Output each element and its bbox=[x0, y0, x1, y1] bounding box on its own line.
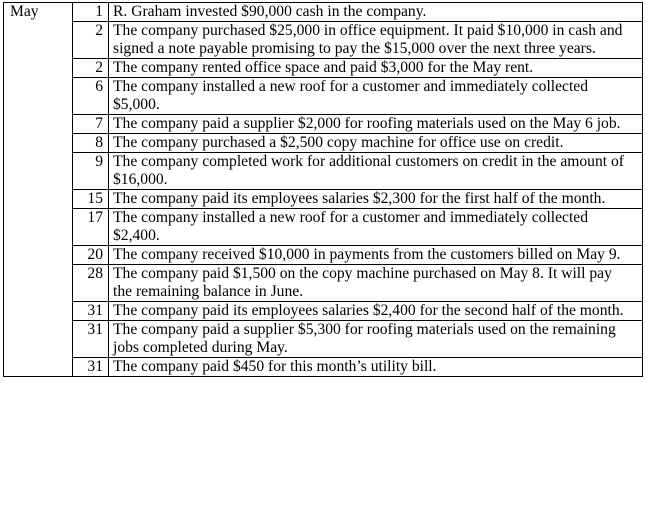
day-cell: 20 bbox=[73, 246, 109, 265]
day-cell: 1 bbox=[73, 3, 109, 22]
day-cell: 15 bbox=[73, 190, 109, 209]
month-cell-empty bbox=[4, 22, 73, 59]
day-cell: 2 bbox=[73, 22, 109, 59]
description-cell: The company paid a supplier $2,000 for roofing materials used on the May 6 job. bbox=[109, 115, 643, 134]
table-row bbox=[4, 78, 643, 115]
day-cell: 7 bbox=[73, 115, 109, 134]
day-cell: 17 bbox=[73, 209, 109, 246]
month-cell-empty bbox=[4, 302, 73, 321]
day-cell: 6 bbox=[73, 78, 109, 115]
month-cell-empty bbox=[4, 115, 73, 134]
transactions-table bbox=[3, 2, 643, 377]
table-row bbox=[4, 190, 643, 209]
description-cell: The company paid $450 for this month’s utility bill. bbox=[109, 358, 643, 377]
description-cell: The company rented office space and paid $3,000 for the May rent. bbox=[109, 59, 643, 78]
month-cell-empty bbox=[4, 59, 73, 78]
description-cell: R. Graham invested $90,000 cash in the company. bbox=[109, 3, 643, 22]
month-cell-empty bbox=[4, 134, 73, 153]
table-row bbox=[4, 134, 643, 153]
month-cell-empty bbox=[4, 246, 73, 265]
table-row bbox=[4, 115, 643, 134]
table-row bbox=[4, 209, 643, 246]
description-cell: The company installed a new roof for a customer and immediately collected $5,000. bbox=[109, 78, 643, 115]
description-cell: The company completed work for additional customers on credit in the amount of $16,000. bbox=[109, 153, 643, 190]
description-cell: The company paid $1,500 on the copy machine purchased on May 8. It will pay the remaining balance in June. bbox=[109, 265, 643, 302]
day-cell: 31 bbox=[73, 358, 109, 377]
day-cell: 8 bbox=[73, 134, 109, 153]
month-cell-empty bbox=[4, 358, 73, 377]
description-cell: The company purchased $25,000 in office equipment. It paid $10,000 in cash and signed a note payable promising to pay the $15,000 over the next three years. bbox=[109, 22, 643, 59]
description-cell: The company installed a new roof for a customer and immediately collected $2,400. bbox=[109, 209, 643, 246]
month-cell-empty bbox=[4, 265, 73, 302]
table-row bbox=[4, 246, 643, 265]
table-row bbox=[4, 358, 643, 377]
table-row bbox=[4, 153, 643, 190]
table-row bbox=[4, 302, 643, 321]
table-row bbox=[4, 22, 643, 59]
table-row bbox=[4, 321, 643, 358]
table-row bbox=[4, 265, 643, 302]
day-cell: 9 bbox=[73, 153, 109, 190]
day-cell: 2 bbox=[73, 59, 109, 78]
description-cell: The company purchased a $2,500 copy machine for office use on credit. bbox=[109, 134, 643, 153]
month-cell-empty bbox=[4, 209, 73, 246]
month-cell-empty bbox=[4, 78, 73, 115]
month-cell: May bbox=[4, 3, 73, 22]
table-row bbox=[4, 59, 643, 78]
description-cell: The company received $10,000 in payments from the customers billed on May 9. bbox=[109, 246, 643, 265]
day-cell: 31 bbox=[73, 321, 109, 358]
description-cell: The company paid its employees salaries $2,300 for the first half of the month. bbox=[109, 190, 643, 209]
day-cell: 31 bbox=[73, 302, 109, 321]
description-cell: The company paid its employees salaries $2,400 for the second half of the month. bbox=[109, 302, 643, 321]
month-cell-empty bbox=[4, 153, 73, 190]
month-cell-empty bbox=[4, 321, 73, 358]
table-row bbox=[4, 3, 643, 22]
month-cell-empty bbox=[4, 190, 73, 209]
description-cell: The company paid a supplier $5,300 for roofing materials used on the remaining jobs completed during May. bbox=[109, 321, 643, 358]
day-cell: 28 bbox=[73, 265, 109, 302]
